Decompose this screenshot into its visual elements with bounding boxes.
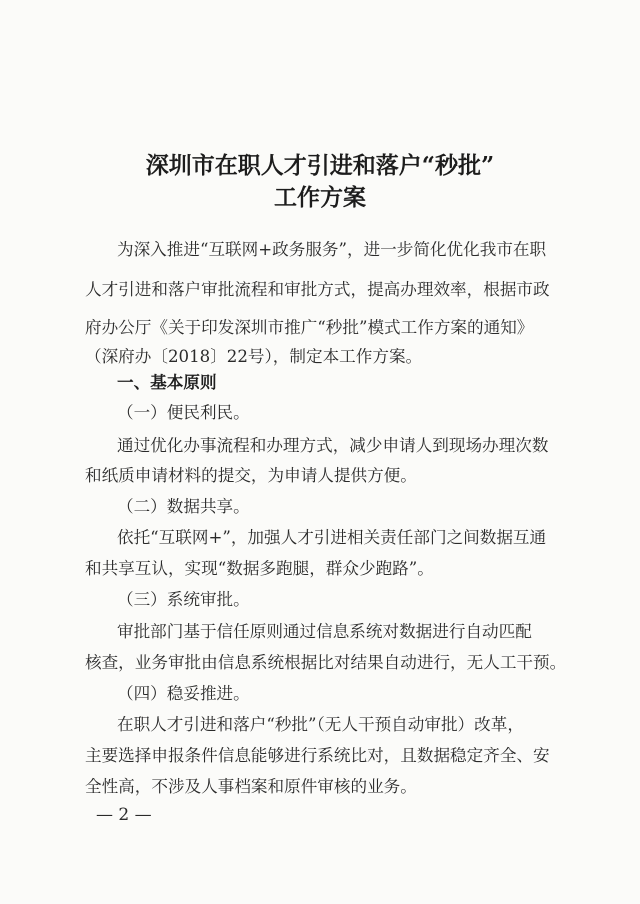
- intro-line: 人才引进和落户审批流程和审批方式，提高办理效率，根据市政: [85, 280, 550, 299]
- principle-heading: （一）便民利民。: [117, 403, 250, 422]
- principle-text-line: 依托“互联网+”，加强人才引进相关责任部门之间数据互通: [117, 528, 547, 547]
- principle-heading: （三）系统审批。: [117, 590, 250, 609]
- principle-text-line: 和共享互认，实现“数据多跑腿，群众少跑路”。: [85, 559, 434, 578]
- principle-text-line: 全性高，不涉及人事档案和原件审核的业务。: [85, 777, 417, 796]
- intro-line: 为深入推进“互联网+政务服务”，进一步简化优化我市在职: [117, 240, 547, 259]
- principle-text-line: 审批部门基于信任原则通过信息系统对数据进行自动匹配: [117, 622, 532, 641]
- principle-heading: （二）数据共享。: [117, 497, 250, 516]
- section-heading: 一、基本原则: [117, 372, 217, 392]
- principle-text-line: 和纸质申请材料的提交，为申请人提供方便。: [85, 466, 417, 485]
- principle-text-line: 核查，业务审批由信息系统根据比对结果自动进行，无人工干预。: [85, 653, 567, 672]
- document-title-line1: 深圳市在职人才引进和落户“秒批”: [145, 152, 495, 179]
- intro-line: （深府办〔2018〕22号），制定本工作方案。: [85, 347, 423, 366]
- principle-text-line: 主要选择申报条件信息能够进行系统比对，且数据稳定齐全、安: [85, 746, 550, 765]
- page-number: — 2 —: [96, 805, 152, 825]
- principle-heading: （四）稳妥推进。: [117, 684, 250, 703]
- intro-line: 府办公厅《关于印发深圳市推广“秒批”模式工作方案的通知》: [85, 318, 534, 337]
- document-title-line2: 工作方案: [274, 184, 366, 211]
- principle-text-line: 通过优化办事流程和办理方式，减少申请人到现场办理次数: [117, 436, 549, 455]
- principle-text-line: 在职人才引进和落户“秒批”（无人干预自动审批）改革，: [117, 715, 524, 734]
